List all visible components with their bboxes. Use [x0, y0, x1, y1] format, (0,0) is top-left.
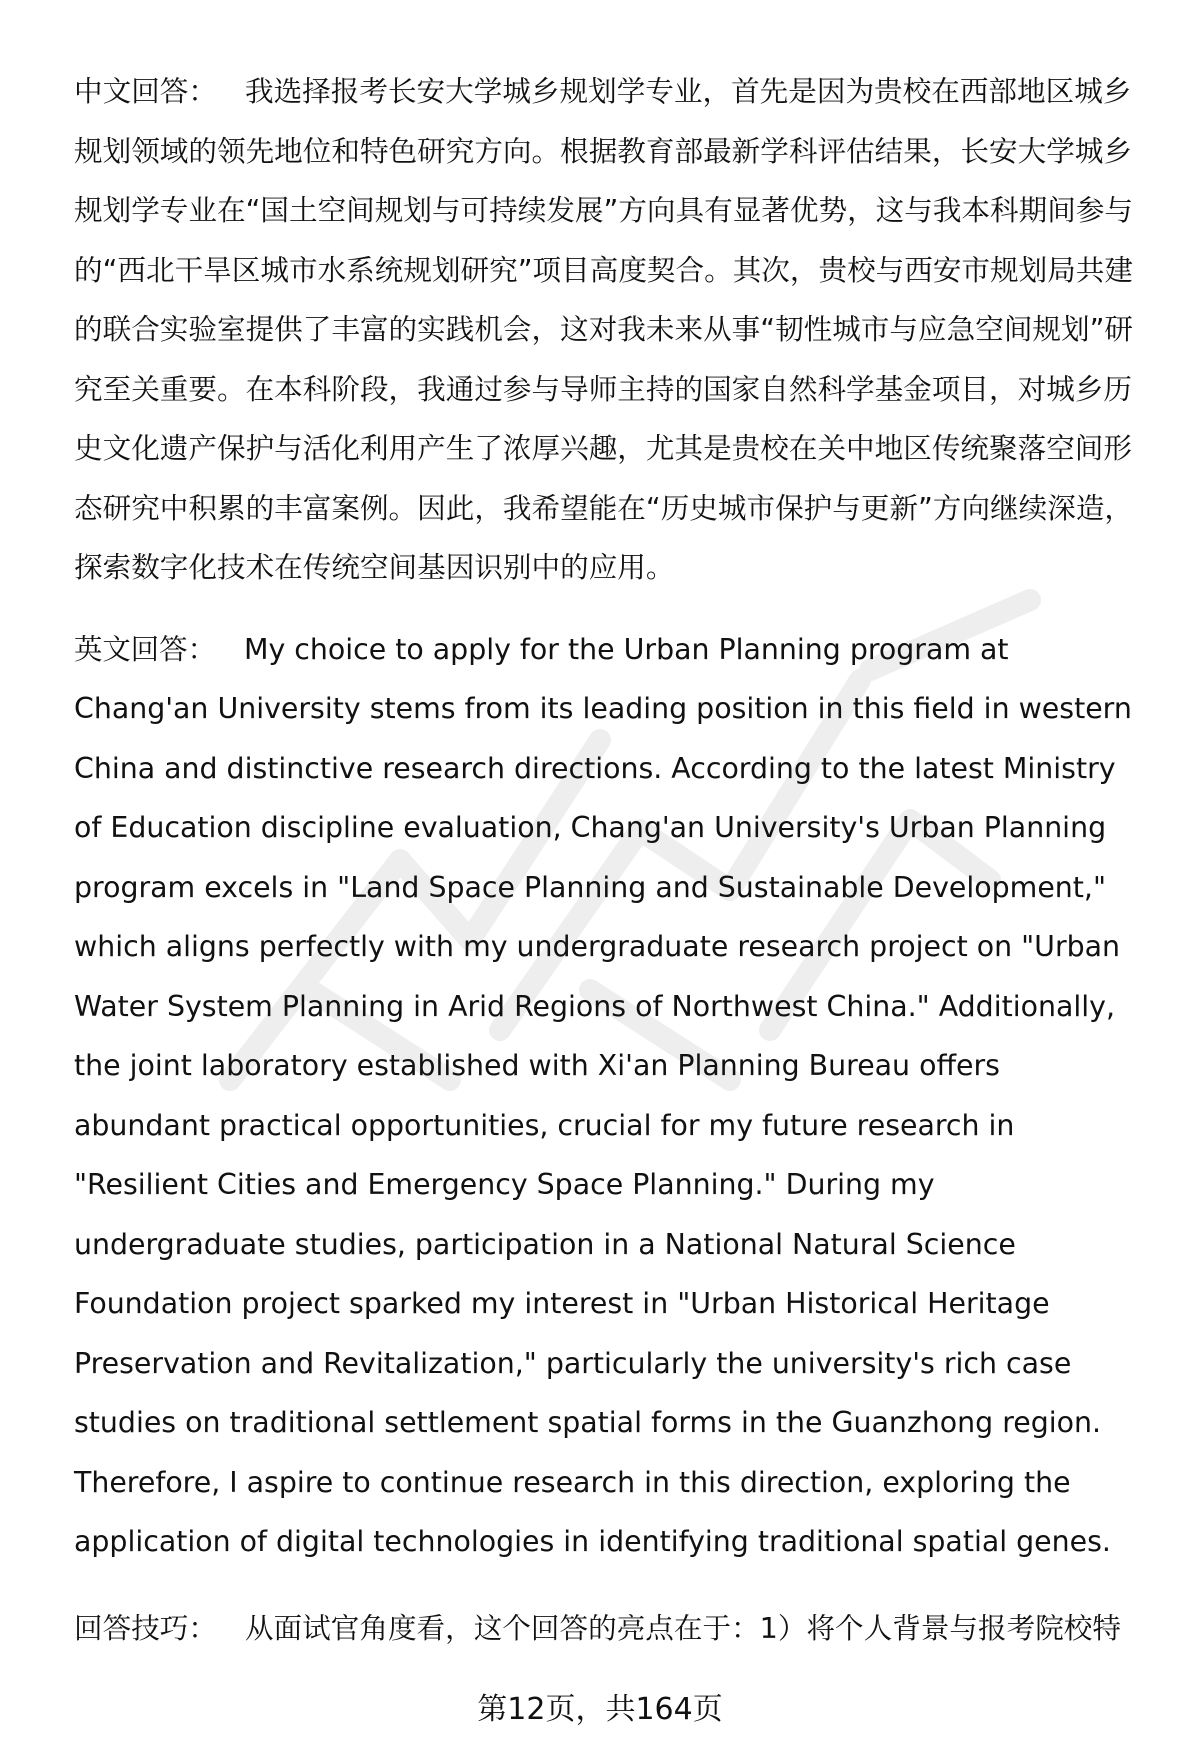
english-answer-paragraph — [74, 620, 1144, 1572]
chinese-answer-label: 中文回答： — [74, 74, 217, 108]
answer-tips-paragraph — [74, 1599, 1144, 1659]
chinese-answer-paragraph — [74, 62, 1144, 598]
english-answer-text: My choice to apply for the Urban Planning program at Chang'an University stems from its leading position in this field in western China and distinctive research directions. According to the latest Ministry of Education discipline evaluation, Chang'an University's Urban Planning program excels in "Land Space Planning and Sustainable Development," which aligns perfectly with my undergraduate research project on "Urban Water System Planning in Arid Regions of Northwest China." Additionally, the joint laboratory established with Xi'an Planning Bureau offers abundant practical opportunities, crucial for my future research in "Resilient Cities and Emergency Space Planning." During my undergraduate studies, participation in a National Natural Science Foundation project sparked my interest in "Urban Historical Heritage Preservation and Revitalization," particularly the university's rich case studies on traditional settlement spatial forms in the Guanzhong region. Therefore, I aspire to continue research in this direction, exploring the application of digital technologies in identifying traditional spatial genes. — [74, 632, 1132, 1558]
chinese-answer-text: 我选择报考长安大学城乡规划学专业，首先是因为贵校在西部地区城乡规划领域的领先地位和特色研究方向。根据教育部最新学科评估结果，长安大学城乡规划学专业在“国土空间规划与可持续发展”方向具有显著优势，这与我本科期间参与的“西北干旱区城市水系统规划研究”项目高度契合。其次，贵校与西安市规划局共建的联合实验室提供了丰富的实践机会，这对我未来从事“韧性城市与应急空间规划”研究至关重要。在本科阶段，我通过参与导师主持的国家自然科学基金项目，对城乡历史文化遗产保护与活化利用产生了浓厚兴趣，尤其是贵校在关中地区传统聚落空间形态研究中积累的丰富案例。因此，我希望能在“历史城市保护与更新”方向继续深造，探索数字化技术在传统空间基因识别中的应用。 — [74, 74, 1134, 584]
document-body — [74, 62, 1144, 1658]
english-answer-label: 英文回答： — [74, 632, 216, 666]
answer-tips-label: 回答技巧： — [74, 1610, 217, 1645]
page-number-footer: 第12页，共164页 — [477, 1692, 723, 1727]
answer-tips-text: 从面试官角度看，这个回答的亮点在于：1）将个人背景与报考院校特 — [244, 1610, 1121, 1645]
